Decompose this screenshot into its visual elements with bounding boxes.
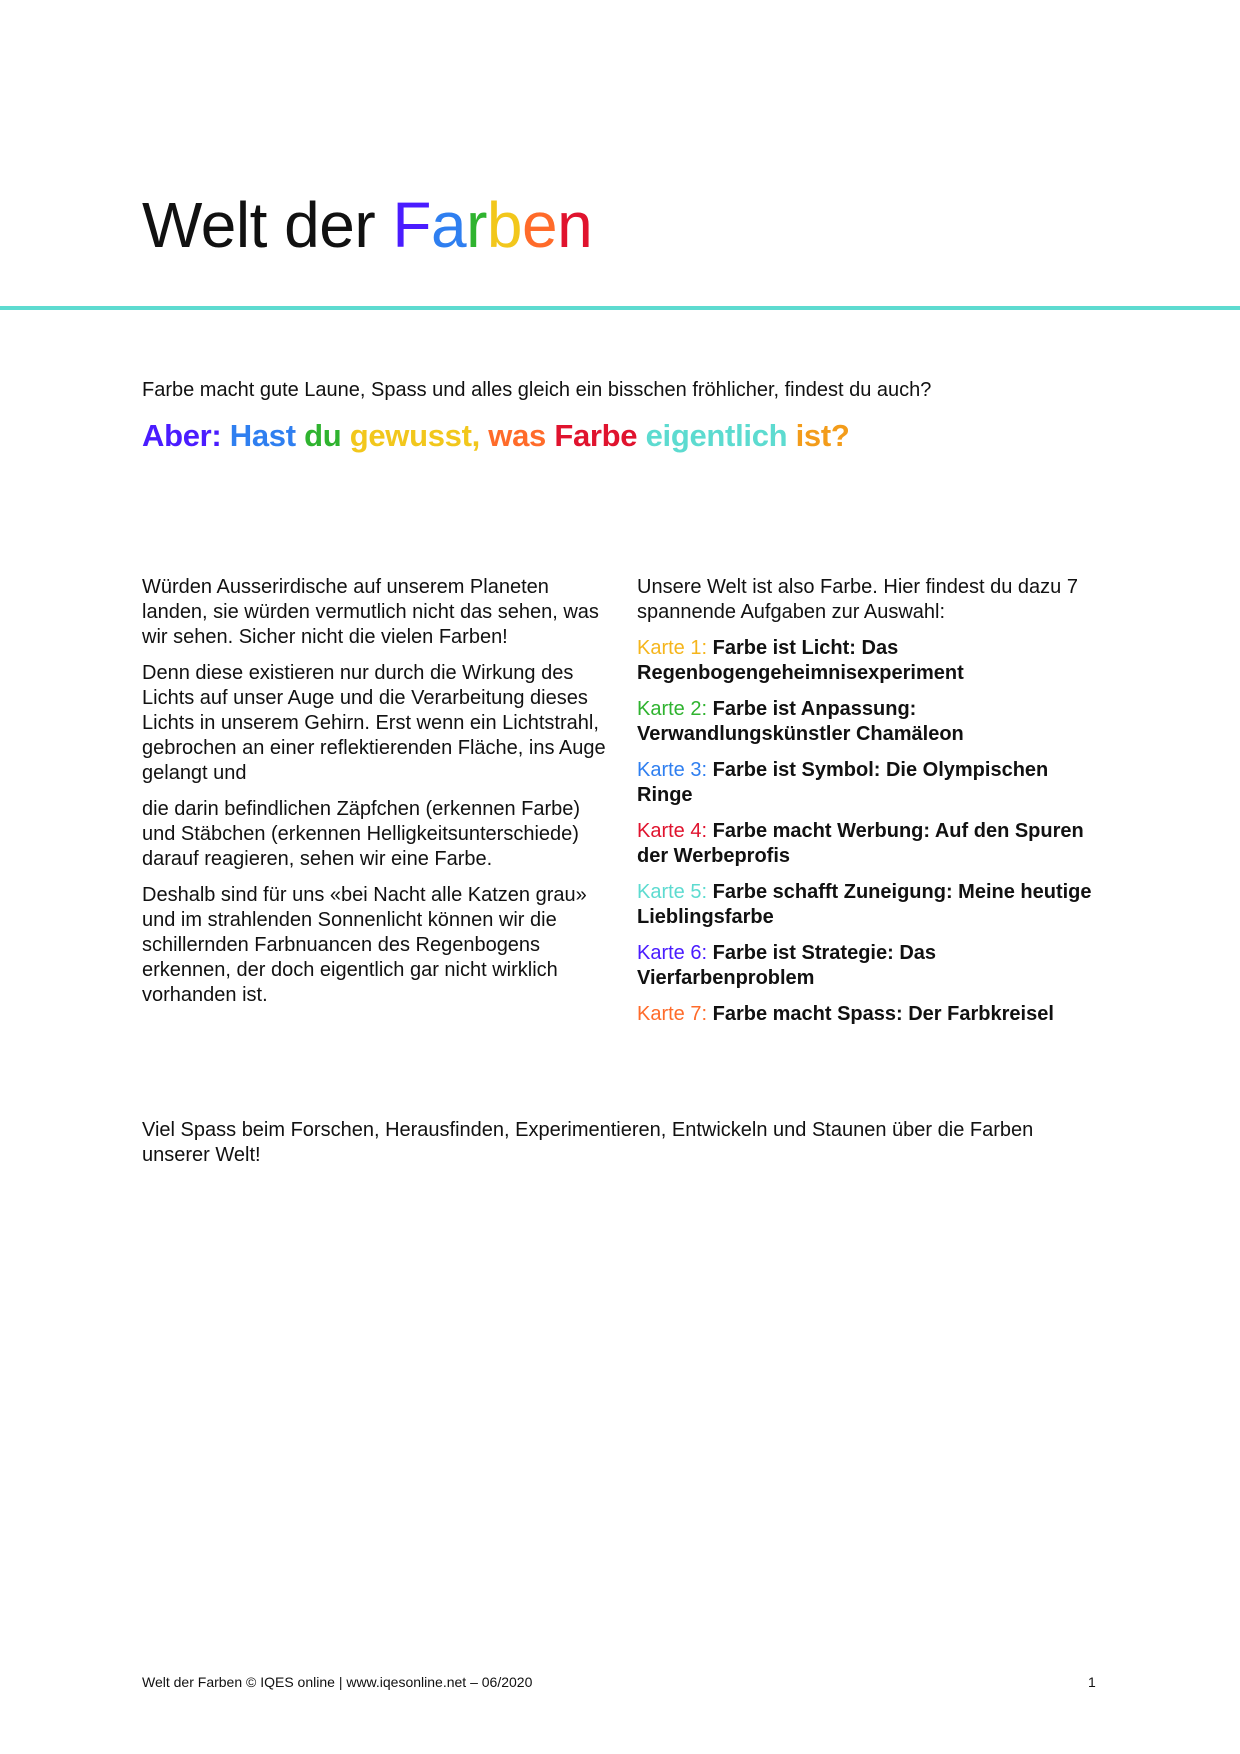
card-title: Farbe ist Symbol: Die Olympischen Ringe (637, 759, 1049, 806)
card-item (637, 819, 1107, 869)
headline-word: gewusst, (349, 418, 480, 453)
card-item (637, 941, 1107, 991)
title-letter: r (466, 189, 487, 261)
intro-text: Farbe macht gute Laune, Spass und alles gleich ein bisschen fröhlicher, findest du auch? (142, 379, 932, 401)
title-plain: Welt der (142, 189, 393, 261)
footer-text: Welt der Farben © IQES online | www.iqesonline.net – 06/2020 (142, 1674, 533, 1690)
divider (0, 306, 1240, 310)
title-letter: e (522, 189, 558, 261)
page-title (142, 188, 592, 262)
paragraph: Deshalb sind für uns «bei Nacht alle Katzen grau» und im strahlenden Sonnenlicht können wir die schillernden Farbnuancen des Regenbogens erkennen, der doch eigentlich gar nicht wirklich vorhanden ist. (142, 884, 587, 1006)
paragraph: Würden Ausserirdische auf unserem Planeten landen, sie würden vermutlich nicht das sehen, was wir sehen. Sicher nicht die vielen Farben! (142, 576, 599, 648)
card-label: Karte 3: (637, 759, 708, 781)
card-title: Farbe ist Strategie: Das Vierfarbenproblem (637, 942, 937, 989)
paragraph: die darin befindlichen Zäpfchen (erkennen Farbe) und Stäbchen (erkennen Helligkeitsunterschiede) darauf reagieren, sehen wir eine Farbe. (142, 798, 581, 870)
card-title: Farbe macht Werbung: Auf den Spuren der Werbeprofis (637, 820, 1084, 867)
paragraph: Denn diese existieren nur durch die Wirkung des Lichts auf unser Auge und die Verarbeitung dieses Lichts in unserem Gehirn. Erst wenn ein Lichtstrahl, gebrochen an einer reflektierenden Fläche, ins Auge gelangt und (142, 662, 606, 784)
card-label: Karte 2: (637, 698, 708, 720)
card-list (637, 636, 1107, 1027)
closing-text: Viel Spass beim Forschen, Herausfinden, Experimentieren, Entwickeln und Staunen über die Farben unserer Welt! (142, 1119, 1034, 1166)
card-title: Farbe macht Spass: Der Farbkreisel (712, 1003, 1054, 1025)
page-number: 1 (1088, 1674, 1096, 1690)
title-colored-word (392, 189, 592, 261)
title-letter: b (486, 189, 522, 261)
title-letter: F (392, 189, 431, 261)
cards-intro: Unsere Welt ist also Farbe. Hier findest du dazu 7 spannende Aufgaben zur Auswahl: (637, 576, 1078, 623)
card-item (637, 636, 1107, 686)
right-column (637, 575, 1107, 1038)
card-title: Farbe schafft Zuneigung: Meine heutige Lieblingsfarbe (637, 881, 1092, 928)
headline (142, 418, 850, 454)
card-label: Karte 5: (637, 881, 708, 903)
left-column (142, 575, 612, 1019)
headline-word: Aber: (142, 418, 222, 453)
card-label: Karte 1: (637, 637, 708, 659)
headline-word: ist? (795, 418, 850, 453)
title-letter: a (431, 189, 467, 261)
headline-word: Hast (229, 418, 296, 453)
title-letter: n (557, 189, 593, 261)
card-item (637, 697, 1107, 747)
card-item (637, 880, 1107, 930)
headline-word: eigentlich (645, 418, 788, 453)
card-title: Farbe ist Anpassung: Verwandlungskünstler Chamäleon (637, 698, 964, 745)
card-label: Karte 4: (637, 820, 708, 842)
card-label: Karte 6: (637, 942, 708, 964)
card-label: Karte 7: (637, 1003, 708, 1025)
headline-word: was (488, 418, 546, 453)
card-title: Farbe ist Licht: Das Regenbogengeheimnisexperiment (637, 637, 964, 684)
headline-word: Farbe (554, 418, 638, 453)
card-item (637, 758, 1107, 808)
card-item (637, 1002, 1107, 1027)
headline-word: du (304, 418, 342, 453)
